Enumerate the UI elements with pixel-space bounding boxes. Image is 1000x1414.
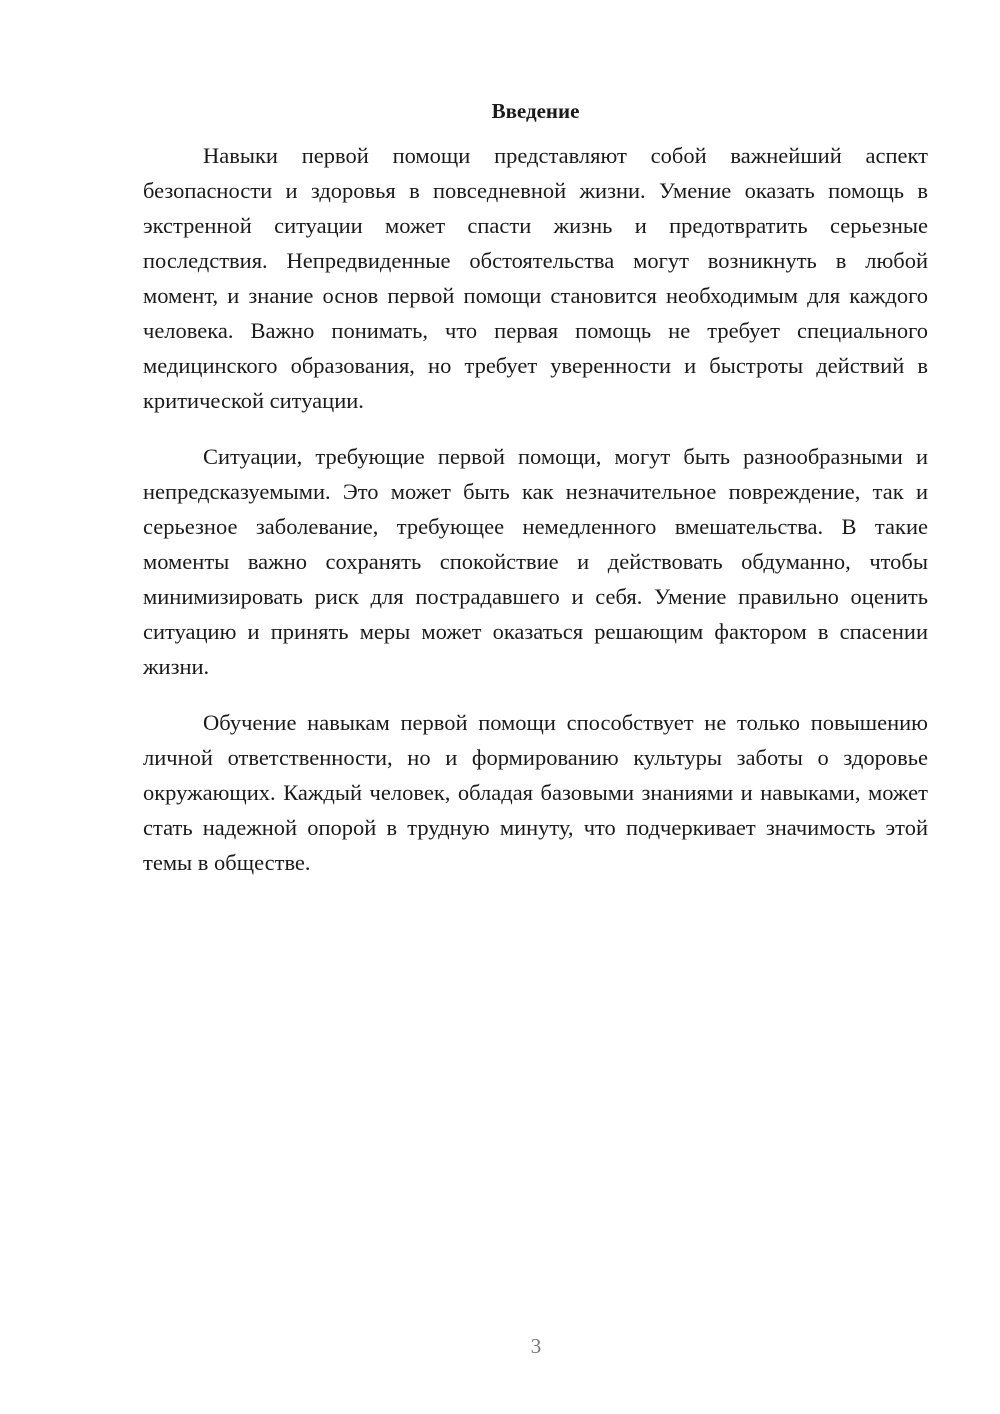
section-title: Введение — [491, 99, 580, 123]
paragraph-3: Обучение навыкам первой помощи способствует не только повышению личной ответственности, но и формированию культуры заботы о здоровье окружающих. Каждый человек, обладая базовыми знаниями и навыками, может стать надежной опорой в трудную минуту, что подчеркивает значимость этой темы в обществе. — [143, 710, 928, 875]
page-number: 3 — [530, 1334, 542, 1358]
page-content — [143, 98, 928, 901]
paragraph-2: Ситуации, требующие первой помощи, могут быть разнообразными и непредсказуемыми. Это может быть как незначительное повреждение, так и серьезное заболевание, требующее немедленного вмешательства. В такие моменты важно сохранять спокойствие и действовать обдуманно, чтобы минимизировать риск для пострадавшего и себя. Умение правильно оценить ситуацию и принять меры может оказаться решающим фактором в спасении жизни. — [143, 444, 928, 679]
paragraph-1: Навыки первой помощи представляют собой важнейший аспект безопасности и здоровья в повседневной жизни. Умение оказать помощь в экстренной ситуации может спасти жизнь и предотвратить серьезные последствия. Непредвиденные обстоятельства могут возникнуть в любой момент, и знание основ первой помощи становится необходимым для каждого человека. Важно понимать, что первая помощь не требует специального медицинского образования, но требует уверенности и быстроты действий в критической ситуации. — [143, 143, 928, 413]
